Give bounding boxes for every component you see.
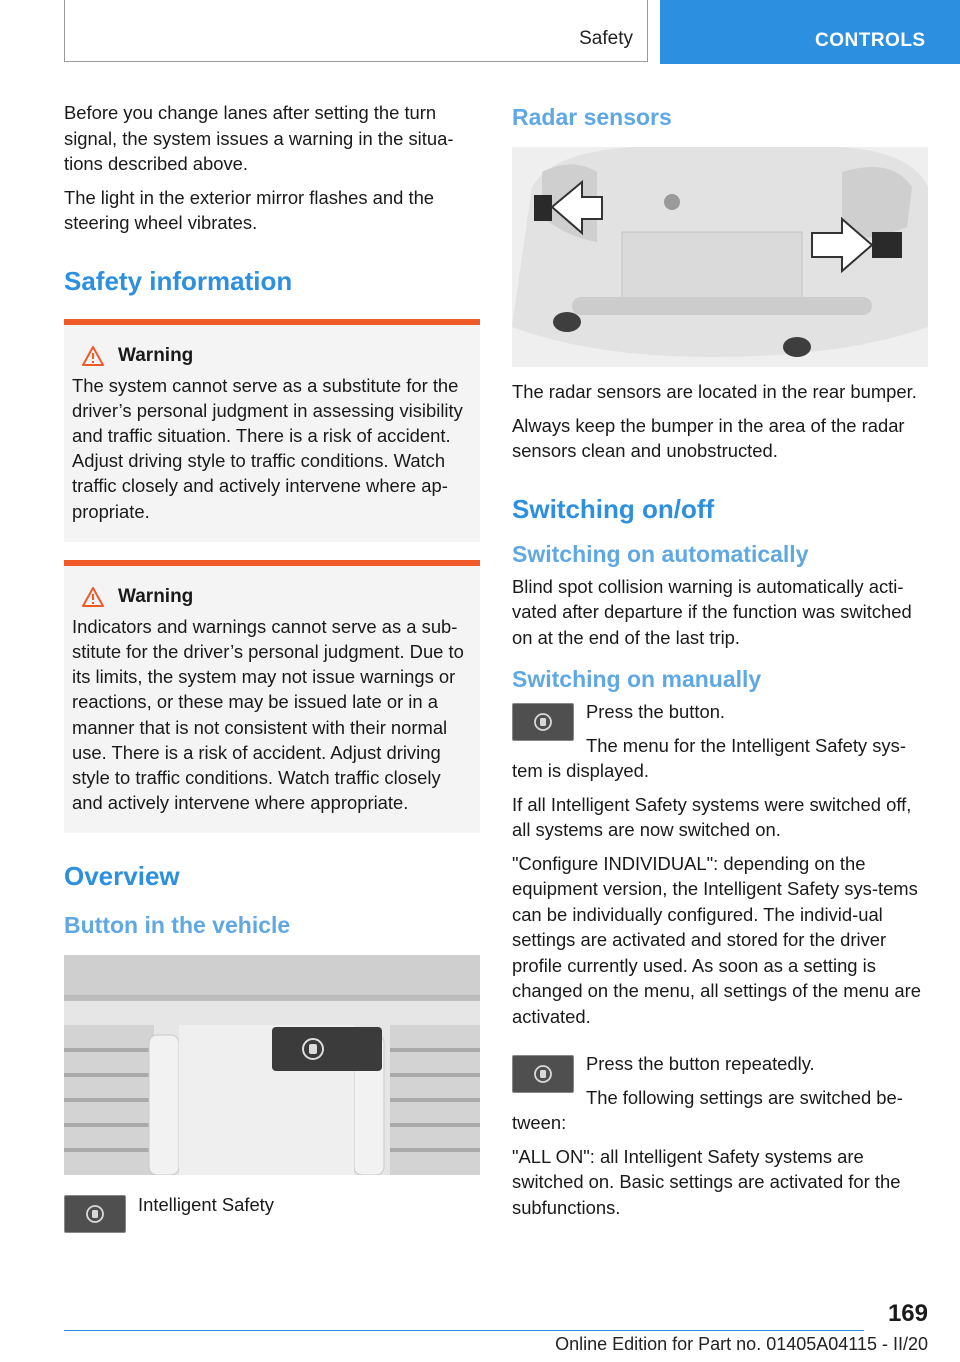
edition-note: Online Edition for Part no. 01405A04115 - II/20 [555,1334,928,1354]
step-text: The following settings are switched be-tween: [512,1086,903,1133]
warning-text: Indicators and warnings cannot serve as a sub-stitute for the driver’s personal judgment. Due to its limits, the system may not issue warnings or reactions, or these may be issued late or in a manner that is not consistent with their normal use. There is a risk of accident. Adjust driving style to traffic conditions. Watch traffic closely and actively intervene where appropriate. [72,615,464,814]
warning-title [82,345,474,367]
left-column [64,100,480,1233]
step-text: Press the button repeatedly. [586,1053,815,1074]
heading-switching-on-off: Switching on/off [512,493,715,524]
manual-step-block [512,699,928,784]
heading-radar-sensors: Radar sensors [512,104,672,130]
warning-box [64,319,480,542]
heading-switching-on-automatically: Switching on automatically [512,540,809,567]
page-number: 169 [887,1300,928,1327]
button-caption: Intelligent Safety [138,1194,274,1216]
repeat-step-block [512,1051,928,1136]
heading-safety-information: Safety information [64,265,293,296]
intelligent-safety-button-icon [512,703,574,741]
paragraph: The light in the exterior mirror flashes and the steering wheel vibrates. [64,186,435,233]
section-title: Safety [579,28,633,49]
paragraph: Blind spot collision warning is automatically acti-vated after departure if the function was switched on at the end of the last trip. [512,575,912,648]
dashboard-button-figure [64,955,480,1175]
paragraph: If all Intelligent Safety systems were switched off, all systems are now switched on. [512,793,912,840]
warning-title [82,586,474,608]
heading-switching-on-manually: Switching on manually [512,666,762,692]
chapter-tab [660,0,960,64]
heading-overview: Overview [64,861,180,892]
heading-button-in-vehicle: Button in the vehicle [64,912,291,939]
dashboard-illustration [64,955,480,1175]
warning-box [64,560,480,834]
chapter-title: CONTROLS [815,30,926,51]
step-text: Press the button. [586,701,726,722]
car-rear-illustration [512,147,928,367]
header-left-box [64,0,648,62]
right-column [512,100,928,1228]
paragraph: Always keep the bumper in the area of the radar sensors clean and unobstructed. [512,414,905,461]
warning-title-text: Warning [118,344,194,366]
step-text: The menu for the Intelligent Safety sys-tem is displayed. [512,734,906,781]
warning-title-text: Warning [118,585,194,607]
paragraph: The radar sensors are located in the rear bumper. [512,381,917,402]
radar-sensors-figure [512,147,928,367]
warning-text: The system cannot serve as a substitute for the driver’s personal judgment in assessing visibility and traffic situation. There is a risk of accident. Adjust driving style to traffic conditions. Watch traffic closely and actively intervene where ap-propriate. [72,374,463,522]
footer-divider [64,1330,864,1331]
intelligent-safety-button-icon [64,1195,126,1233]
intelligent-safety-button-icon [512,1055,574,1093]
button-caption-row [64,1195,480,1233]
warning-triangle-icon [82,346,104,366]
paragraph: Before you change lanes after setting the turn signal, the system issues a warning in the situa-tions described above. [64,102,454,174]
warning-triangle-icon [82,587,104,607]
paragraph: "Configure INDIVIDUAL": depending on the equipment version, the Intelligent Safety sys-tems can be individually configured. The individ-ual settings are activated and stored for the driver profile currently used. As soon as a setting is changed on the menu, all settings of the menu are activated. [512,852,921,1027]
paragraph: "ALL ON": all Intelligent Safety systems are switched on. Basic settings are activated for the subfunctions. [512,1145,901,1218]
